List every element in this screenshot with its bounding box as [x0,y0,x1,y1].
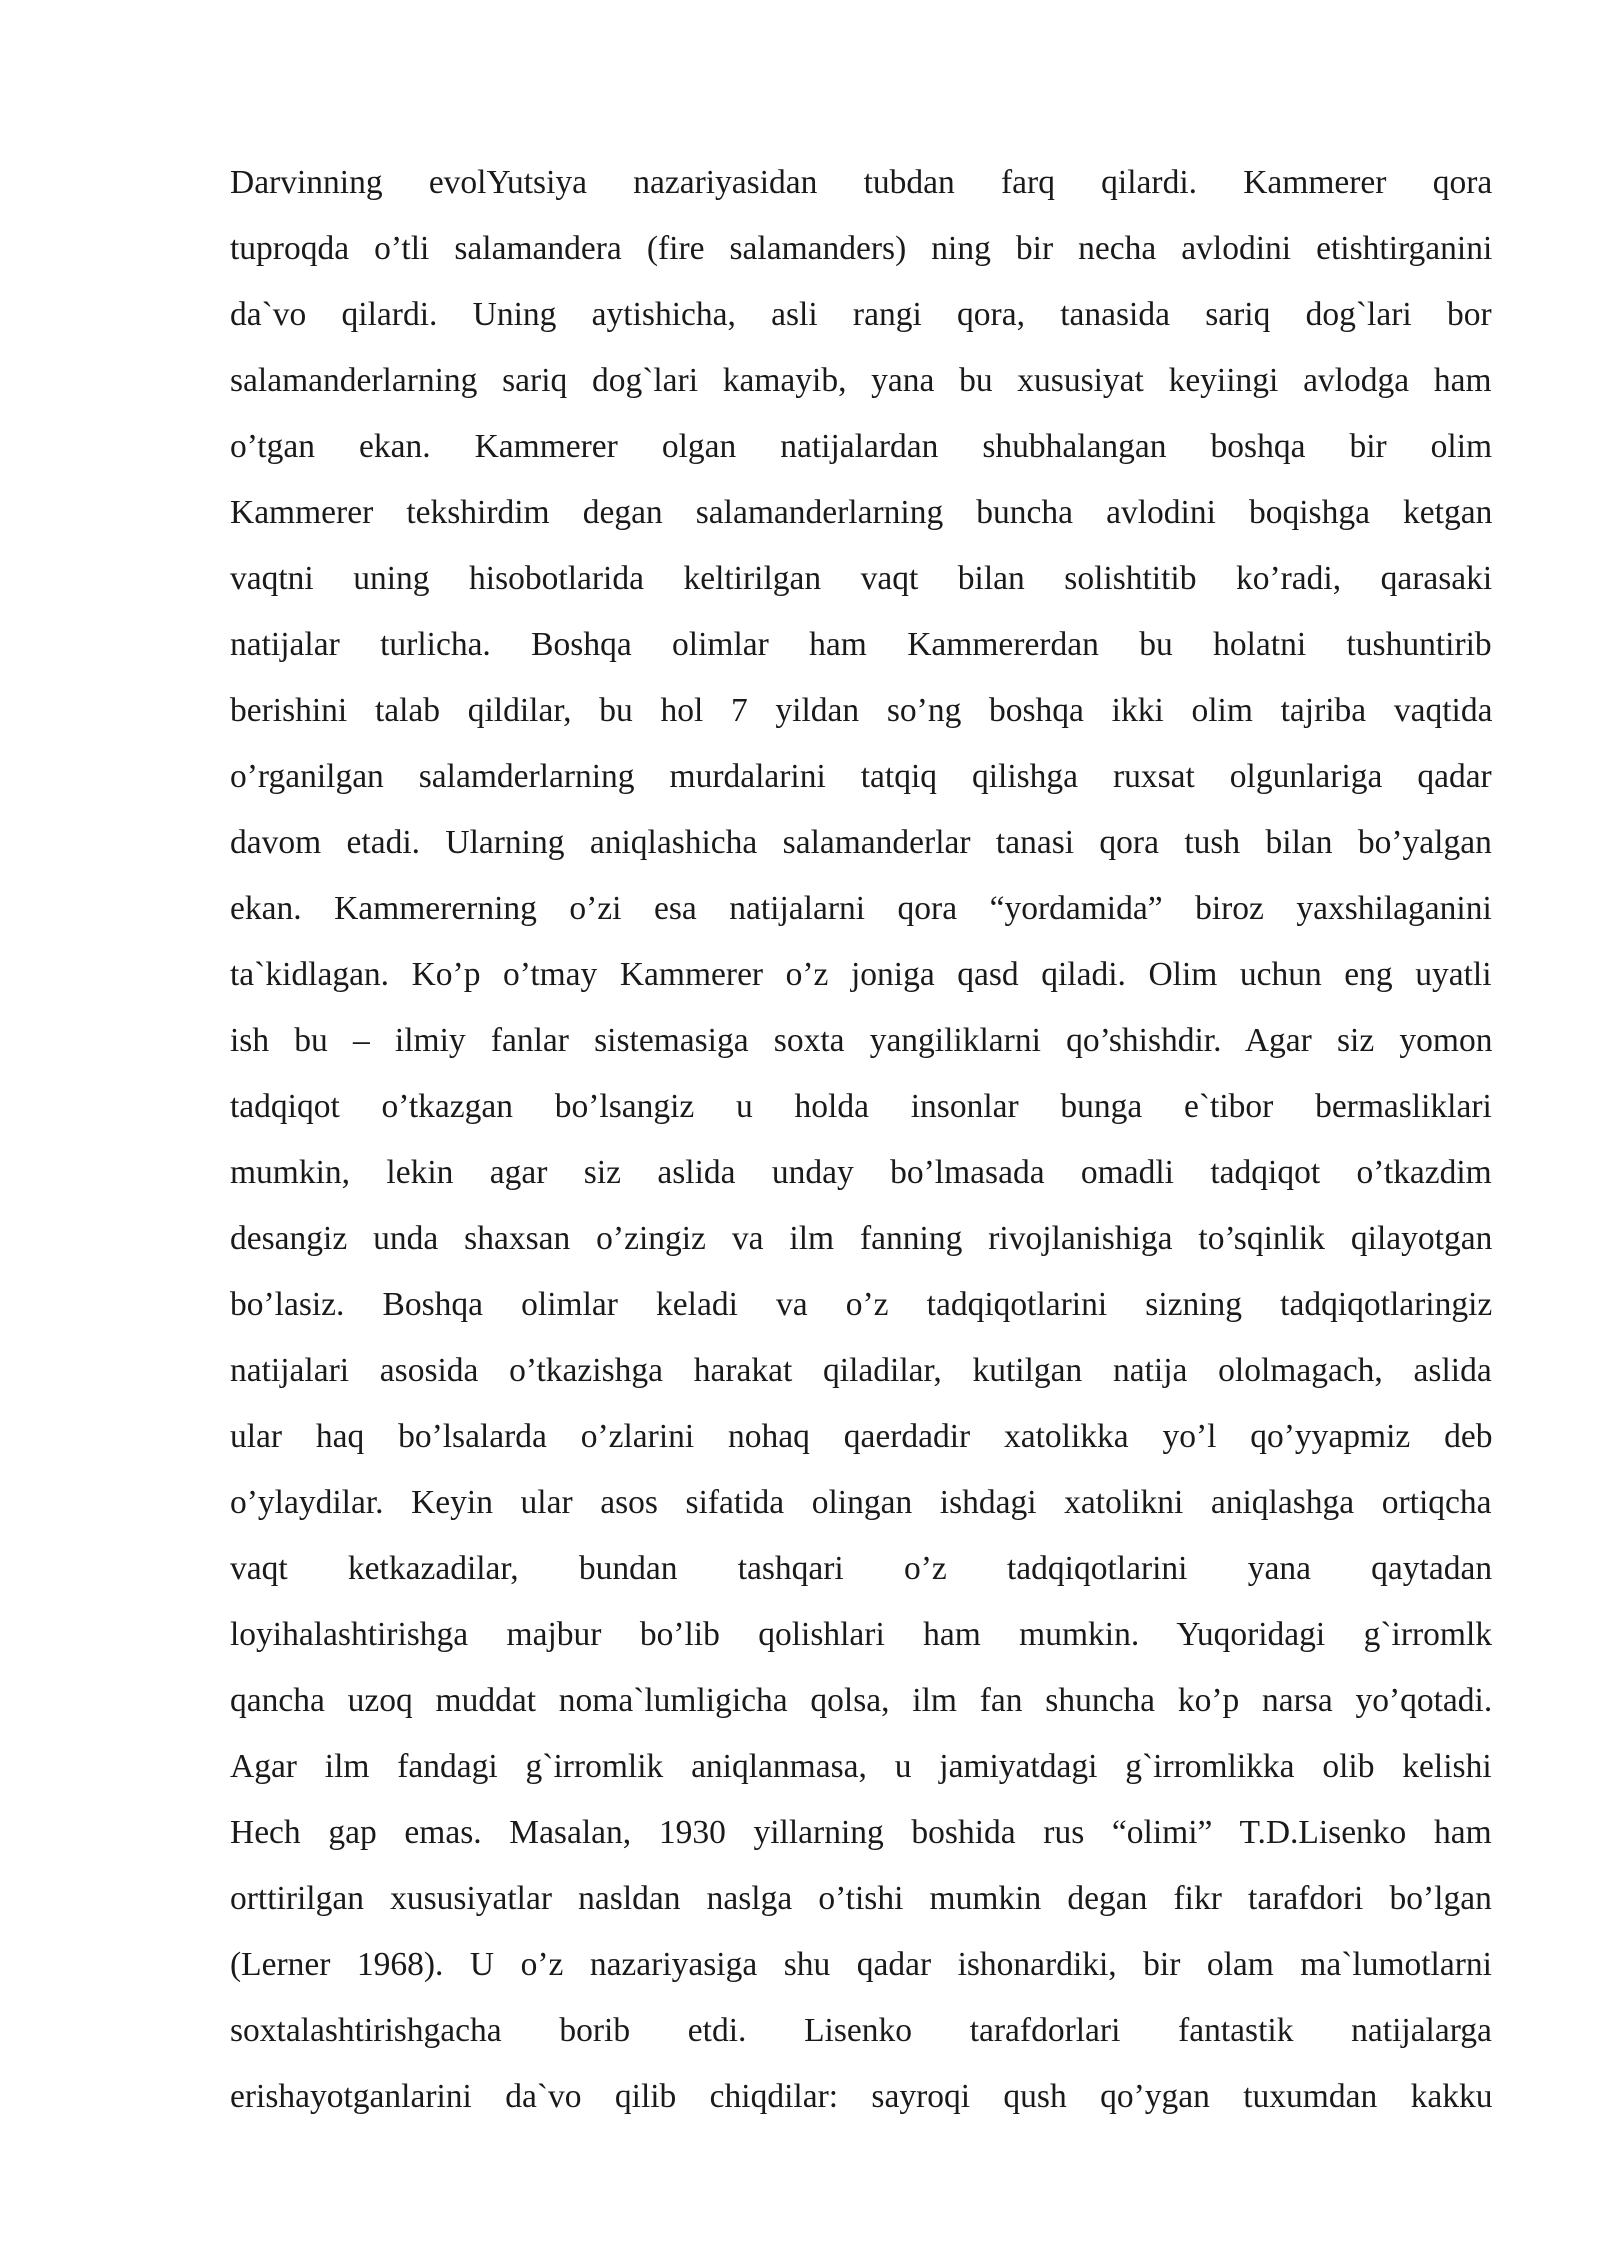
text-line-6: Kammerer tekshirdim degan salamanderlarning buncha avlodini boqishga ketgan [230,494,1493,531]
text-line-1: Darvinning evolYutsiya nazariyasidan tubdan farq qilardi. Kammerer qora [230,164,1493,201]
text-line-23: loyihalashtirishga majbur bo’lib qolishlari ham mumkin. Yuqoridagi g`irromlk [230,1616,1492,1653]
text-line-25: Agar ilm fandagi g`irromlik aniqlanmasa, u jamiyatdagi g`irromlikka olib kelishi [230,1748,1492,1785]
text-line-17: desangiz unda shaxsan o’zingiz va ilm fanning rivojlanishiga to’sqinlik qilayotgan [230,1220,1493,1257]
text-line-3: da`vo qilardi. Uning aytishicha, asli rangi qora, tanasida sariq dog`lari bor [230,296,1492,333]
text-line-16: mumkin, lekin agar siz aslida unday bo’lmasada omadli tadqiqot o’tkazdim [230,1154,1492,1191]
text-line-15: tadqiqot o’tkazgan bo’lsangiz u holda insonlar bunga e`tibor bermasliklari [230,1088,1492,1125]
text-line-19: natijalari asosida o’tkazishga harakat qiladilar, kutilgan natija ololmagach, aslida [230,1352,1492,1389]
text-line-13: ta`kidlagan. Ko’p o’tmay Kammerer o’z joniga qasd qiladi. Olim uchun eng uyatli [230,956,1492,993]
text-line-12: ekan. Kammererning o’zi esa natijalarni qora “yordamida” biroz yaxshilaganini [230,890,1492,927]
text-line-24: qancha uzoq muddat noma`lumligicha qolsa, ilm fan shuncha ko’p narsa yo’qotadi. [230,1682,1493,1719]
text-line-18: bo’lasiz. Boshqa olimlar keladi va o’z tadqiqotlarini sizning tadqiqotlaringiz [230,1286,1493,1323]
text-line-29: soxtalashtirishgacha borib etdi. Lisenko tarafdorlari fantastik natijalarga [230,2012,1492,2049]
text-line-14: ish bu – ilmiy fanlar sistemasiga soxta yangiliklarni qo’shishdir. Agar siz yomon [230,1022,1493,1059]
text-line-10: o’rganilgan salamderlarning murdalarini tatqiq qilishga ruxsat olgunlariga qadar [230,758,1492,795]
text-line-9: berishini talab qildilar, bu hol 7 yildan so’ng boshqa ikki olim tajriba vaqtida [230,692,1493,729]
text-line-2: tuproqda o’tli salamandera (fire salamanders) ning bir necha avlodini etishtirganini [230,230,1493,267]
text-line-11: davom etadi. Ularning aniqlashicha salamanderlar tanasi qora tush bilan bo’yalgan [230,824,1492,861]
text-line-28: (Lerner 1968). U o’z nazariyasiga shu qadar ishonardiki, bir olam ma`lumotlarni [230,1946,1492,1983]
text-line-8: natijalar turlicha. Boshqa olimlar ham Kammererdan bu holatni tushuntirib [230,626,1492,663]
text-line-5: o’tgan ekan. Kammerer olgan natijalardan shubhalangan boshqa bir olim [230,428,1493,465]
text-line-21: o’ylaydilar. Keyin ular asos sifatida olingan ishdagi xatolikni aniqlashga ortiqcha [230,1484,1492,1521]
text-line-22: vaqt ketkazadilar, bundan tashqari o’z tadqiqotlarini yana qaytadan [230,1550,1493,1587]
text-line-30: erishayotganlarini da`vo qilib chiqdilar: sayroqi qush qo’ygan tuxumdan kakku [230,2078,1493,2115]
text-line-26: Hech gap emas. Masalan, 1930 yillarning boshida rus “olimi” T.D.Lisenko ham [230,1814,1492,1851]
text-line-20: ular haq bo’lsalarda o’zlarini nohaq qaerdadir xatolikka yo’l qo’yyapmiz deb [230,1418,1493,1455]
text-line-27: orttirilgan xususiyatlar nasldan naslga o’tishi mumkin degan fikr tarafdori bo’lgan [230,1880,1492,1917]
text-line-4: salamanderlarning sariq dog`lari kamayib, yana bu xususiyat keyiingi avlodga ham [230,362,1492,399]
text-line-7: vaqtni uning hisobotlarida keltirilgan vaqt bilan solishtitib ko’radi, qarasaki [230,560,1493,597]
body-text [230,150,1492,2130]
